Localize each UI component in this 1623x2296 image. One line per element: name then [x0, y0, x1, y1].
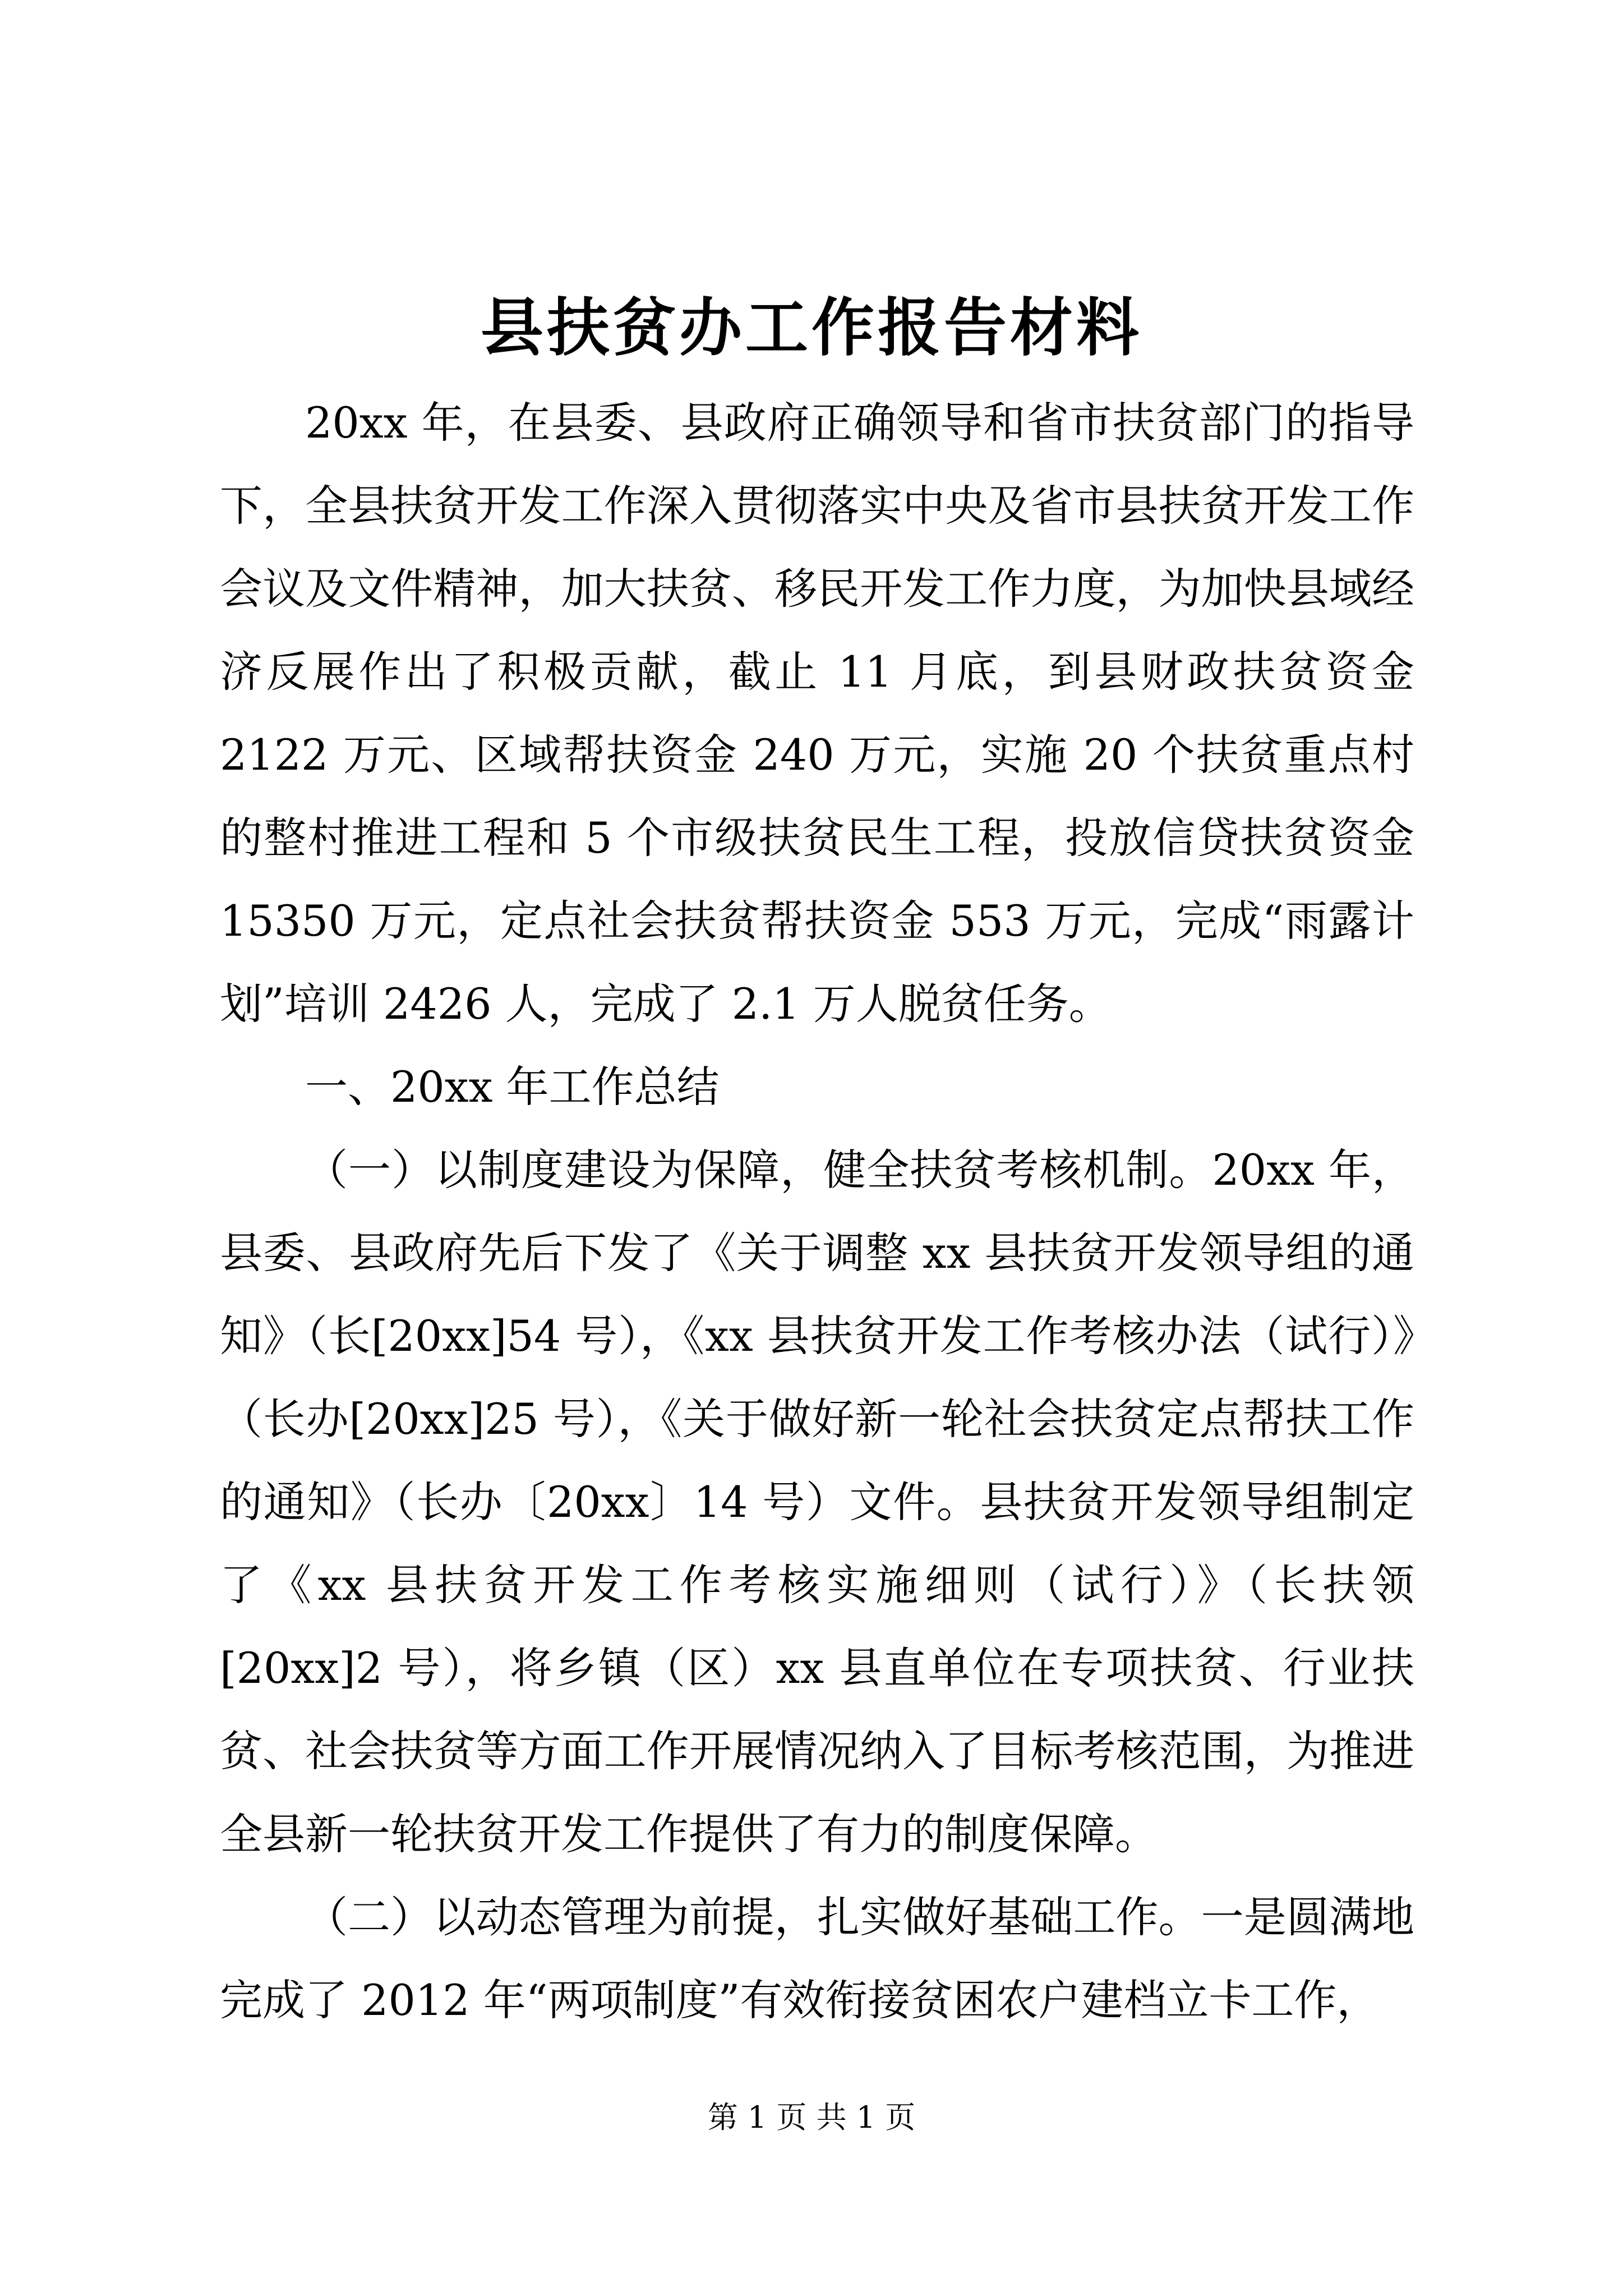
document-title: 县扶贫办工作报告材料: [481, 291, 1142, 365]
paragraph-intro: 20xx 年，在县委、县政府正确领导和省市扶贫部门的指导下，全县扶贫开发工作深入贯彻落实中央及省市县扶贫开发工作会议及文件精神，加大扶贫、移民开发工作力度，为加快县域经济反展作出了积极贡献，截止 11 月底，到县财政扶贫资金 2122 万元、区域帮扶资金 240 万元，实施 20 个扶贫重点村的整村推进工程和 5 个市级扶贫民生工程，投放信贷扶贫资金 15350 万元，定点社会扶贫帮扶资金 553 万元，完成“雨露计划”培训 2426 人，完成了 2.1 万人脱贫任务。: [220, 398, 1414, 1029]
page-footer: 第 1 页 共 1 页: [707, 2100, 916, 2135]
document-body: [220, 381, 1414, 2042]
paragraph-institution-building: （一）以制度建设为保障，健全扶贫考核机制。20xx 年，县委、县政府先后下发了《关于调整 xx 县扶贫开发领导组的通知》（长[20xx]54 号），《xx 县扶贫开发工作考核办法（试行）》（长办[20xx]25 号），《关于做好新一轮社会扶贫定点帮扶工作的通知》（长办〔20xx〕14 号）文件。县扶贫开发领导组制定了《xx 县扶贫开发工作考核实施细则（试行）》（长扶领[20xx]2 号），将乡镇（区）xx 县直单位在专项扶贫、行业扶贫、社会扶贫等方面工作开展情况纳入了目标考核范围，为推进全县新一轮扶贫开发工作提供了有力的制度保障。: [220, 1145, 1414, 1859]
section-heading-summary: 一、20xx 年工作总结: [305, 1062, 720, 1112]
paragraph-dynamic-management: （二）以动态管理为前提，扎实做好基础工作。一是圆满地完成了 2012 年“两项制度”有效衔接贫困农户建档立卡工作，: [220, 1892, 1414, 2025]
